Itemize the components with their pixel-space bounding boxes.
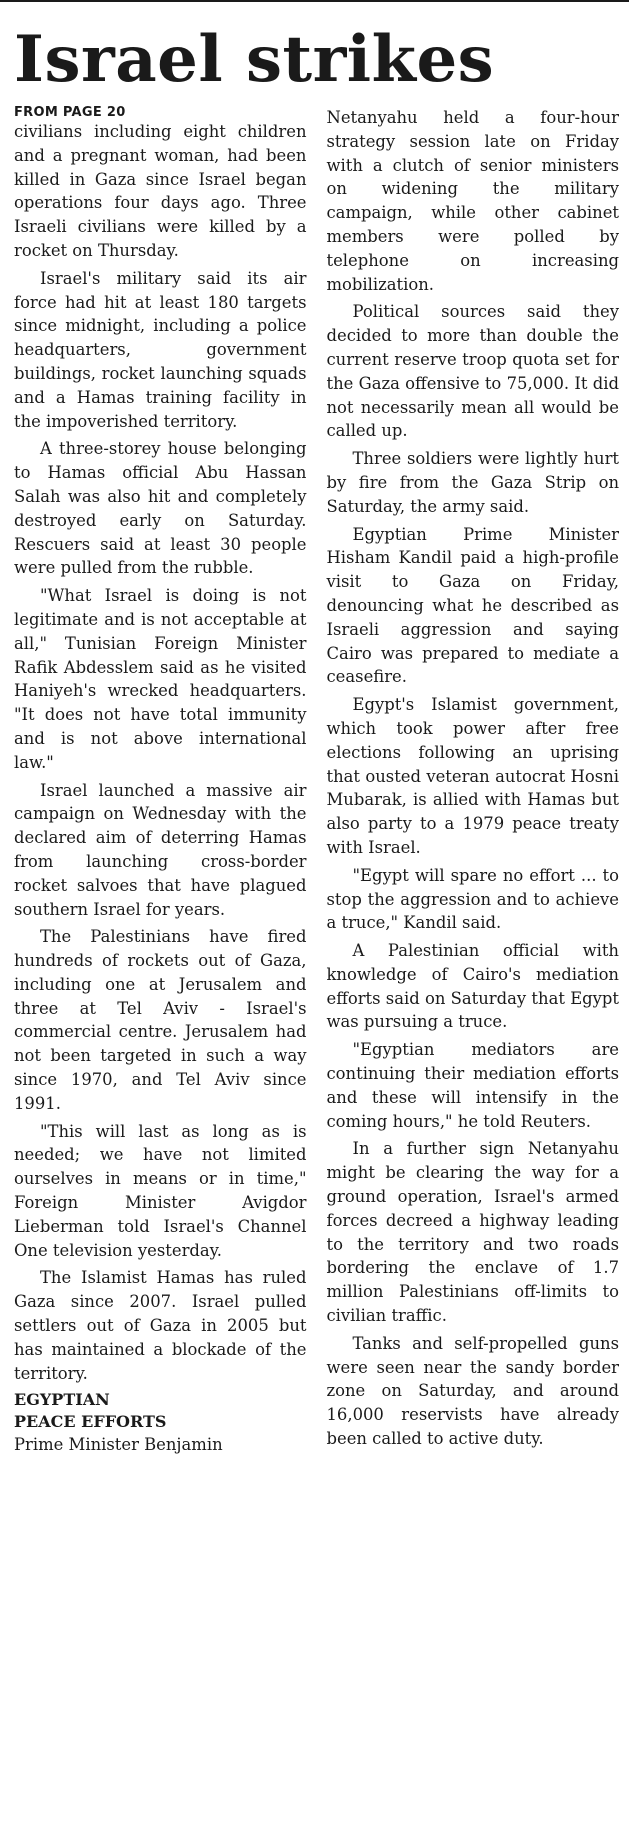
paragraph: In a further sign Netanyahu might be clearing the way for a ground operation, Israel's armed forces decreed a highway leading to the territory and two roads bordering the enclave of 1.7 million Palestinians off-limits to civilian traffic.: [326, 1139, 619, 1326]
subhead: [14, 1389, 307, 1433]
paragraph: Israel's military said its air force had hit at least 180 targets since midnight, including a police headquarters, government buildings, rocket launching squads and a Hamas training facility in the impoverished territory.: [14, 268, 307, 431]
paragraph: "What Israel is doing is not legitimate and is not acceptable at all," Tunisian Foreign Minister Rafik Abdesslem said as he visited Haniyeh's wrecked headquarters. "It does not have total immunity and is not above international law.": [14, 586, 307, 772]
paragraph: A Palestinian official with knowledge of Cairo's mediation efforts said on Saturday that Egypt was pursuing a truce.: [326, 941, 619, 1032]
subhead-line: PEACE EFFORTS: [14, 1412, 167, 1432]
paragraph: civilians including eight children and a pregnant woman, had been killed in Gaza since Israel began operations four days ago. Three Israeli civilians were killed by a rocket on Thursday.: [14, 122, 307, 260]
paragraph: The Palestinians have fired hundreds of rockets out of Gaza, including one at Jerusalem and three at Tel Aviv - Israel's commercial centre. Jerusalem had not been targeted in such a way since 1970, and Tel Aviv since 1991.: [14, 927, 307, 1113]
paragraph: "Egyptian mediators are continuing their mediation efforts and these will intensify in the coming hours," he told Reuters.: [326, 1040, 619, 1131]
paragraph: Tanks and self-propelled guns were seen near the sandy border zone on Saturday, and around 16,000 reservists have already been called to active duty.: [326, 1333, 619, 1449]
paragraph: "This will last as long as is needed; we have not limited ourselves in means or in time," Foreign Minister Avigdor Lieberman told Israel's Channel One television yesterday.: [14, 1121, 307, 1260]
paragraph: Netanyahu held a four-hour strategy session late on Friday with a clutch of senior ministers on widening the military campaign, while other cabinet members were polled by telephone on increasing mobilization.: [326, 108, 619, 294]
paragraph: Israel launched a massive air campaign on Wednesday with the declared aim of deterring Hamas from launching cross-border rocket salvoes that have plagued southern Israel for years.: [14, 780, 307, 919]
article-columns: [14, 106, 619, 1461]
headline: Israel strikes: [14, 22, 495, 97]
paragraph: Three soldiers were lightly hurt by fire from the Gaza Strip on Saturday, the army said.: [326, 449, 619, 516]
paragraph: Political sources said they decided to more than double the current reserve troop quota set for the Gaza offensive to 75,000. It did not necessarily mean all would be called up.: [326, 302, 619, 441]
kicker: FROM PAGE 20: [14, 105, 126, 120]
paragraph: Egyptian Prime Minister Hisham Kandil paid a high-profile visit to Gaza on Friday, denouncing what he described as Israeli aggression and saying Cairo was prepared to mediate a ceasefire.: [326, 524, 619, 687]
column-left: [14, 106, 307, 1461]
paragraph: "Egypt will spare no effort ... to stop the aggression and to achieve a truce," Kandil said.: [326, 865, 619, 933]
paragraph: Prime Minister Benjamin: [14, 1435, 223, 1455]
top-rule: [0, 0, 629, 10]
paragraph: Egypt's Islamist government, which took power after free elections following an uprising that ousted veteran autocrat Hosni Mubarak, is allied with Hamas but also party to a 1979 peace treaty with Israel.: [326, 695, 619, 857]
paragraph: The Islamist Hamas has ruled Gaza since 2007. Israel pulled settlers out of Gaza in 2005 but has maintained a blockade of the territory.: [14, 1268, 307, 1383]
column-right: [327, 106, 620, 1461]
subhead-line: EGYPTIAN: [14, 1390, 110, 1410]
paragraph: A three-storey house belonging to Hamas official Abu Hassan Salah was also hit and completely destroyed early on Saturday. Rescuers said at least 30 people were pulled from the rubble.: [14, 439, 307, 578]
